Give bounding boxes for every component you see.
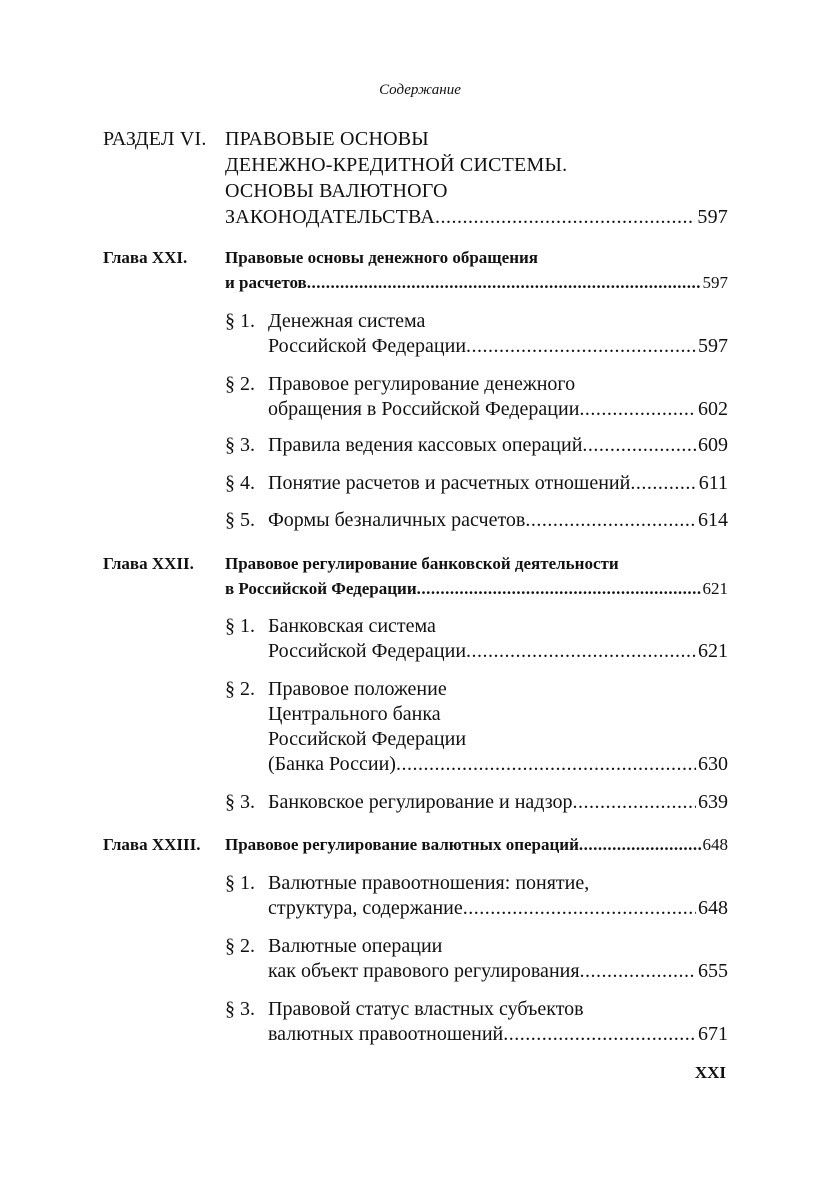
paragraph-title-line: Российской Федерации xyxy=(268,640,467,662)
paragraph-title-line: Правовой статус властных субъектов xyxy=(268,998,584,1020)
dot-leader xyxy=(435,206,695,229)
paragraph-number: § 4. xyxy=(225,472,255,494)
paragraph-number: § 1. xyxy=(225,615,255,637)
toc-line[interactable] xyxy=(268,434,728,457)
toc-line[interactable] xyxy=(268,472,728,495)
paragraph-title-line: Правила ведения кассовых операций xyxy=(268,434,583,456)
dot-leader xyxy=(579,835,701,855)
page-number: 621 xyxy=(702,579,728,598)
page-number: 648 xyxy=(702,835,728,854)
chapter-label: Глава XXI. xyxy=(103,248,188,267)
paragraph-title-line: Российской Федерации xyxy=(268,335,467,357)
dot-leader xyxy=(573,791,696,814)
dot-leader xyxy=(396,753,696,776)
dot-leader xyxy=(307,273,701,293)
dot-leader xyxy=(466,640,696,663)
section-title-line: ОСНОВЫ ВАЛЮТНОГО xyxy=(225,180,448,202)
page-number: 648 xyxy=(698,897,728,919)
paragraph-title-line: Формы безналичных расчетов xyxy=(268,509,526,531)
page-number: 609 xyxy=(698,434,728,456)
paragraph-title-line: Правовое регулирование денежного xyxy=(268,373,576,395)
toc-line[interactable] xyxy=(268,753,728,776)
paragraph-number: § 1. xyxy=(225,872,255,894)
paragraph-number: § 3. xyxy=(225,998,255,1020)
paragraph-number: § 3. xyxy=(225,434,255,456)
toc-line[interactable] xyxy=(225,835,728,855)
paragraph-title-line: Центрального банка xyxy=(268,703,441,725)
dot-leader xyxy=(463,897,696,920)
paragraph-title-line: как объект правового регулирования xyxy=(268,960,580,982)
section-title-line: ПРАВОВЫЕ ОСНОВЫ xyxy=(225,128,429,150)
chapter-title-line: Правовое регулирование валютных операций xyxy=(225,835,579,854)
page-number: 621 xyxy=(698,640,728,662)
page-number: 671 xyxy=(698,1023,728,1045)
chapter-title-line: в Российской Федерации xyxy=(225,579,417,598)
toc-line[interactable] xyxy=(268,640,728,663)
toc-line[interactable] xyxy=(268,398,728,421)
page-number: 611 xyxy=(698,472,728,494)
dot-leader xyxy=(582,434,696,457)
toc-line[interactable] xyxy=(268,960,728,983)
dot-leader xyxy=(525,509,696,532)
page-folio: XXI xyxy=(694,1063,726,1082)
toc-line[interactable] xyxy=(225,206,728,229)
dot-leader xyxy=(579,398,696,421)
paragraph-title-line: Валютные правоотношения: понятие, xyxy=(268,872,590,894)
toc-line[interactable] xyxy=(268,509,728,532)
paragraph-number: § 3. xyxy=(225,791,255,813)
chapter-title-line: и расчетов xyxy=(225,273,307,292)
paragraph-title-line: Денежная система xyxy=(268,310,426,332)
paragraph-title-line: Валютные операции xyxy=(268,935,443,957)
section-title-line: ЗАКОНОДАТЕЛЬСТВА xyxy=(225,206,435,228)
toc-line[interactable] xyxy=(268,1023,728,1046)
paragraph-title-line: Правовое положение xyxy=(268,678,447,700)
dot-leader xyxy=(503,1023,696,1046)
page-number: 597 xyxy=(697,206,728,228)
section-label: РАЗДЕЛ VI. xyxy=(103,128,207,150)
chapter-label: Глава XXII. xyxy=(103,554,194,573)
toc-line[interactable] xyxy=(225,579,728,599)
page-number: 597 xyxy=(698,335,728,357)
chapter-title-line: Правовое регулирование банковской деятельности xyxy=(225,554,619,573)
paragraph-title-line: Понятие расчетов и расчетных отношений xyxy=(268,472,631,494)
page-number: 602 xyxy=(698,398,728,420)
page-number: 639 xyxy=(698,791,728,813)
dot-leader xyxy=(630,472,696,495)
dot-leader xyxy=(466,335,696,358)
paragraph-title-line: Банковское регулирование и надзор xyxy=(268,791,573,813)
dot-leader xyxy=(580,960,696,983)
toc-line[interactable] xyxy=(268,791,728,814)
paragraph-number: § 5. xyxy=(225,509,255,531)
toc-line[interactable] xyxy=(268,897,728,920)
paragraph-title-line: Российской Федерации xyxy=(268,728,467,750)
paragraph-number: § 2. xyxy=(225,935,255,957)
dot-leader xyxy=(417,579,701,599)
paragraph-number: § 2. xyxy=(225,373,255,395)
page-number: 597 xyxy=(702,273,728,292)
running-header: Содержание xyxy=(379,82,461,98)
paragraph-number: § 2. xyxy=(225,678,255,700)
section-title-line: ДЕНЕЖНО-КРЕДИТНОЙ СИСТЕМЫ. xyxy=(225,154,568,176)
page-number: 614 xyxy=(698,509,728,531)
toc-line[interactable] xyxy=(268,335,728,358)
paragraph-number: § 1. xyxy=(225,310,255,332)
chapter-label: Глава XXIII. xyxy=(103,835,201,854)
paragraph-title-line: обращения в Российской Федерации xyxy=(268,398,580,420)
chapter-title-line: Правовые основы денежного обращения xyxy=(225,248,538,267)
paragraph-title-line: валютных правоотношений xyxy=(268,1023,504,1045)
paragraph-title-line: структура, содержание xyxy=(268,897,463,919)
page-number: 630 xyxy=(698,753,728,775)
toc-line[interactable] xyxy=(225,273,728,293)
paragraph-title-line: (Банка России) xyxy=(268,753,396,775)
paragraph-title-line: Банковская система xyxy=(268,615,436,637)
page-number: 655 xyxy=(698,960,728,982)
